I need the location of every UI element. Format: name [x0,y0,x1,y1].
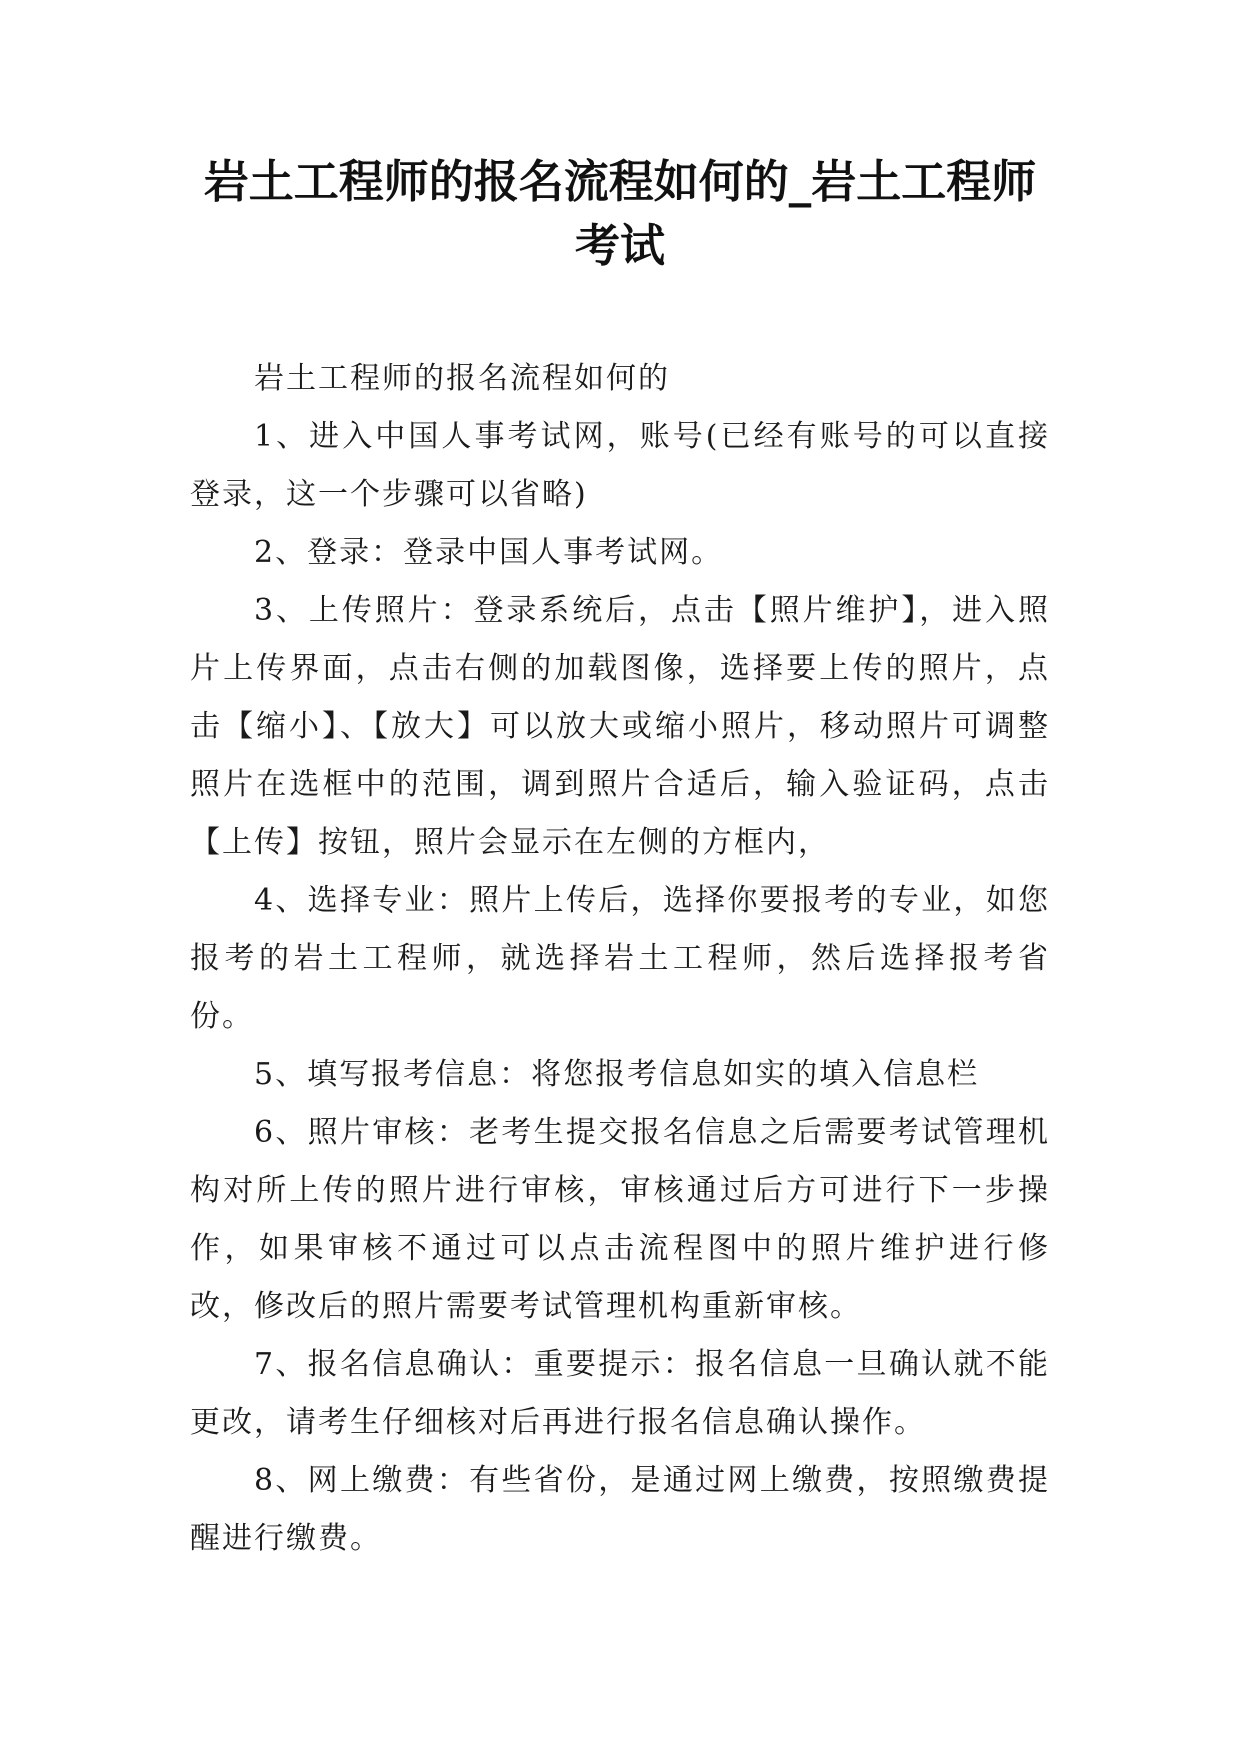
step-5-paragraph: 5、填写报考信息：将您报考信息如实的填入信息栏 [254,1057,980,1092]
section-heading: 岩土工程师的报名流程如何的 [254,361,670,396]
step-4-paragraph: 4、选择专业：照片上传后，选择你要报考的专业，如您报考的岩土工程师，就选择岩土工程师，然后选择报考省份。 [190,883,1050,1034]
step-2-paragraph: 2、登录：登录中国人事考试网。 [254,535,724,570]
step-1-paragraph: 1、进入中国人事考试网，账号(已经有账号的可以直接登录，这一个步骤可以省略) [190,419,1050,512]
step-7-paragraph: 7、报名信息确认：重要提示：报名信息一旦确认就不能更改，请考生仔细核对后再进行报名信息确认操作。 [190,1347,1050,1440]
document-title: 岩土工程师的报名流程如何的_岩土工程师考试 [203,155,1037,272]
document-body [190,350,1050,1568]
step-6-paragraph: 6、照片审核：老考生提交报名信息之后需要考试管理机构对所上传的照片进行审核，审核通过后方可进行下一步操作，如果审核不通过可以点击流程图中的照片维护进行修改，修改后的照片需要考试管理机构重新审核。 [190,1115,1050,1324]
step-3-paragraph: 3、上传照片：登录系统后，点击【照片维护】，进入照片上传界面，点击右侧的加载图像，选择要上传的照片，点击【缩小】、【放大】可以放大或缩小照片，移动照片可调整照片在选框中的范围，调到照片合适后，输入验证码，点击【上传】按钮，照片会显示在左侧的方框内， [190,593,1050,860]
step-8-paragraph: 8、网上缴费：有些省份，是通过网上缴费，按照缴费提醒进行缴费。 [190,1463,1050,1556]
